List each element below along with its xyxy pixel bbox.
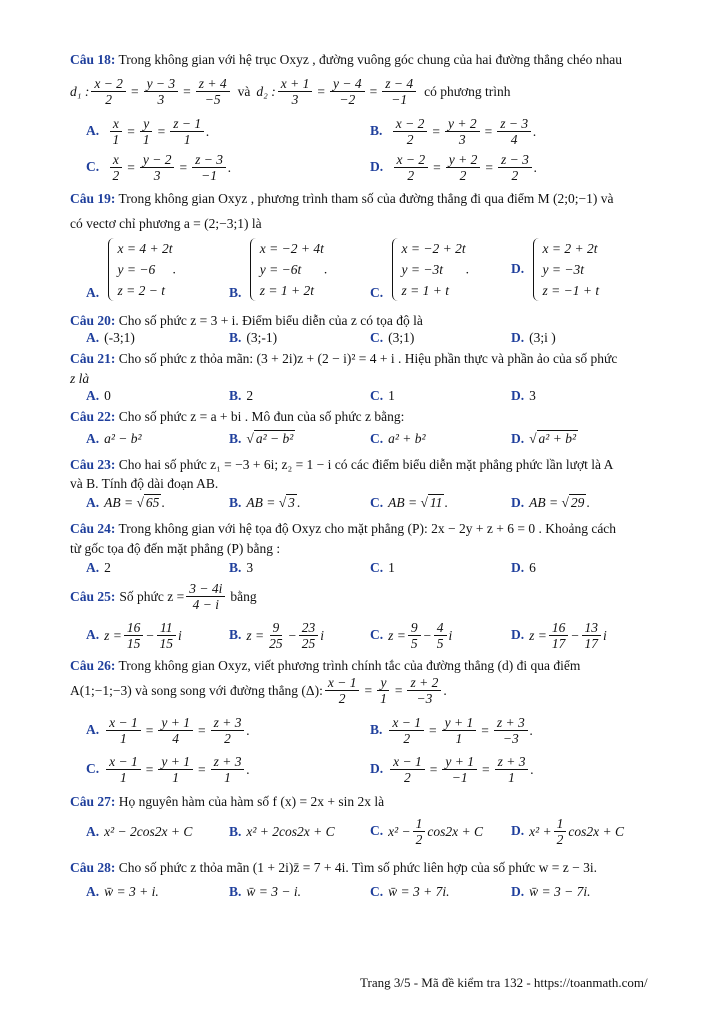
q19-option-a[interactable]: A. x = 4 + 2t y = −6 z = 2 − t . xyxy=(86,238,176,301)
q22-stem: Câu 22: Cho số phức z = a + bi . Mô đun của số phức z bằng: xyxy=(70,409,405,424)
q27-stem: Câu 27: Họ nguyên hàm của hàm số f (x) = 2x + sin 2x là xyxy=(70,794,385,809)
q21-option-c[interactable]: C. 1 xyxy=(370,388,395,403)
q20-option-c[interactable]: C. (3;1) xyxy=(370,330,415,345)
q19-stem-2: có vectơ chỉ phương a = (2;−3;1) là xyxy=(70,216,262,231)
q26-stem: Câu 26: Trong không gian Oxyz, viết phương trình chính tắc của đường thẳng (d) đi qua điểm xyxy=(70,658,581,673)
q18-stem xyxy=(70,52,670,68)
q19-option-b[interactable]: B. x = −2 + 4t y = −6t z = 1 + 2t . xyxy=(229,238,327,301)
q18-d2: d₂ : xyxy=(256,83,276,99)
q26-option-b[interactable]: B. $\frac{x - 1}{2}$ = $\frac{y + 1}{1}$ = $\frac{z + 3}{-3}$ . xyxy=(370,715,534,746)
q24-option-b[interactable]: B. 3 xyxy=(229,560,254,575)
q24-option-a[interactable]: A. 2 xyxy=(86,560,111,575)
q18-option-c[interactable]: C. $\frac{x}{2}$ = $\frac{y - 2}{3}$ = $\frac{z - 3}{-1}$ . xyxy=(86,152,232,183)
q25-option-c[interactable]: C. z = $\frac{9}{5}$ − $\frac{4}{5}$ i xyxy=(370,620,453,651)
q19-option-c[interactable]: C. x = −2 + 2t y = −3t z = 1 + t . xyxy=(370,238,469,301)
q18-label: Câu 18: xyxy=(70,52,116,67)
q26-stem-2: A(1;−1;−3) và song song với đường thẳng (Δ): $\frac{x - 1}{2}$ = $\frac{y}{1}$ = $\frac{z + 2}{-3}$ . xyxy=(70,675,447,706)
q22-option-a[interactable]: A. a² − b² xyxy=(86,431,142,446)
q21-option-a[interactable]: A. 0 xyxy=(86,388,111,403)
q20-option-a[interactable]: A. (-3;1) xyxy=(86,330,135,345)
q23-stem: Câu 23: Cho hai số phức z₁ = −3 + 6i; z₂ = 1 − i có các điểm biểu diễn mặt phẳng phức lần lượt là A xyxy=(70,457,614,472)
q18-option-d[interactable]: D. $\frac{x - 2}{2}$ = $\frac{y + 2}{2}$ = $\frac{z - 3}{2}$ . xyxy=(370,152,538,183)
q26-option-d[interactable]: D. $\frac{x - 1}{2}$ = $\frac{y + 1}{-1}$ = $\frac{z + 3}{1}$ . xyxy=(370,754,534,785)
q19-option-d[interactable]: D. x = 2 + 2t y = −3t z = −1 + t xyxy=(511,238,599,301)
q26-option-c[interactable]: C. $\frac{x - 1}{1}$ = $\frac{y + 1}{1}$ = $\frac{z + 3}{1}$ . xyxy=(86,754,250,785)
q20-option-b[interactable]: B. (3;-1) xyxy=(229,330,278,345)
q23-option-b[interactable]: B. AB = √ 3 . xyxy=(229,495,301,510)
q28-option-a[interactable]: A. w̄ = 3 + i. xyxy=(86,884,159,899)
q28-option-d[interactable]: D. w̄ = 3 − 7i. xyxy=(511,884,591,899)
q25-option-a[interactable]: A. z = $\frac{16}{15}$ − $\frac{11}{15}$ i xyxy=(86,620,182,651)
q19-stem: Câu 19: Trong không gian Oxyz , phương trình tham số của đường thẳng đi qua điểm M (2;0;−1) và xyxy=(70,191,614,206)
q22-option-d[interactable]: D. √ a² + b² xyxy=(511,431,577,446)
q23-option-a[interactable]: A. AB = √ 65 . xyxy=(86,495,165,510)
q22-option-c[interactable]: C. a² + b² xyxy=(370,431,426,446)
q24-option-d[interactable]: D. 6 xyxy=(511,560,536,575)
q28-option-b[interactable]: B. w̄ = 3 − i. xyxy=(229,884,301,899)
q21-stem-2: z là xyxy=(70,371,90,386)
q18-option-b[interactable]: B. $\frac{x - 2}{2}$ = $\frac{y + 2}{3}$ = $\frac{z - 3}{4}$ . xyxy=(370,116,537,147)
q27-option-a[interactable]: A. x² − 2cos2x + C xyxy=(86,824,193,839)
q18-lines: d₁ : $\frac{x - 2}{2}$ = $\frac{y - 3}{3}$ = $\frac{z + 4}{-5}$ và d₂ : $\frac{x + 1}{3}$ = $\frac{y - 4}{-2}$ = $\frac{z - 4}{-1}$ có phương trình xyxy=(70,76,511,107)
q24-stem: Câu 24: Trong không gian với hệ tọa độ Oxyz cho mặt phẳng (P): 2x − 2y + z + 6 = 0 . Khoảng cách xyxy=(70,521,617,536)
q27-option-d[interactable]: D. x² + $\frac{1}{2}$ cos2x + C xyxy=(511,816,625,847)
q18-text: Trong không gian với hệ trục Oxyz , đường vuông góc chung của hai đường thẳng chéo nhau xyxy=(118,52,622,67)
q18-d1: d₁ : xyxy=(70,83,90,99)
q22-option-b[interactable]: B. √ a² − b² xyxy=(229,431,294,446)
q20-option-d[interactable]: D. (3;i ) xyxy=(511,330,556,345)
q27-option-b[interactable]: B. x² + 2cos2x + C xyxy=(229,824,335,839)
q18-and: và xyxy=(237,83,251,99)
q25-option-b[interactable]: B. z = $\frac{9}{25}$ − $\frac{23}{25}$ i xyxy=(229,620,325,651)
page-footer: Trang 3/5 - Mã đề kiểm tra 132 - https://toanmath.com/ xyxy=(360,975,648,990)
q24-option-c[interactable]: C. 1 xyxy=(370,560,395,575)
q25-option-d[interactable]: D. z = $\frac{16}{17}$ − $\frac{13}{17}$ i xyxy=(511,620,607,651)
q25-stem: Câu 25: Số phức z = $\frac{3 - 4i}{4 - i}$ bằng xyxy=(70,581,257,612)
q21-stem: Câu 21: Cho số phức z thỏa mãn: (3 + 2i)z + (2 − i)² = 4 + i . Hiệu phần thực và phần ảo của số phức xyxy=(70,351,618,366)
q18-option-a[interactable]: A. $\frac{x}{1}$ = $\frac{y}{1}$ = $\frac{z - 1}{1}$ . xyxy=(86,116,210,147)
q24-stem-2: từ gốc tọa độ đến mặt phẳng (P) bằng : xyxy=(70,541,281,556)
q26-option-a[interactable]: A. $\frac{x - 1}{1}$ = $\frac{y + 1}{4}$ = $\frac{z + 3}{2}$ . xyxy=(86,715,250,746)
q21-option-b[interactable]: B. 2 xyxy=(229,388,254,403)
q18-end: có phương trình xyxy=(424,83,511,99)
q23-option-c[interactable]: C. AB = √ 11 . xyxy=(370,495,448,510)
q28-option-c[interactable]: C. w̄ = 3 + 7i. xyxy=(370,884,450,899)
q23-option-d[interactable]: D. AB = √ 29 . xyxy=(511,495,590,510)
q23-stem-2: và B. Tính độ dài đoạn AB. xyxy=(70,476,219,491)
q21-option-d[interactable]: D. 3 xyxy=(511,388,536,403)
q28-stem: Câu 28: Cho số phức z thỏa mãn (1 + 2i)z̄ = 7 + 4i. Tìm số phức liên hợp của số phức w = z − 3i. xyxy=(70,860,597,875)
q27-option-c[interactable]: C. x² − $\frac{1}{2}$ cos2x + C xyxy=(370,816,484,847)
q20-stem: Câu 20: Cho số phức z = 3 + i. Điểm biểu diễn của z có tọa độ là xyxy=(70,313,423,328)
